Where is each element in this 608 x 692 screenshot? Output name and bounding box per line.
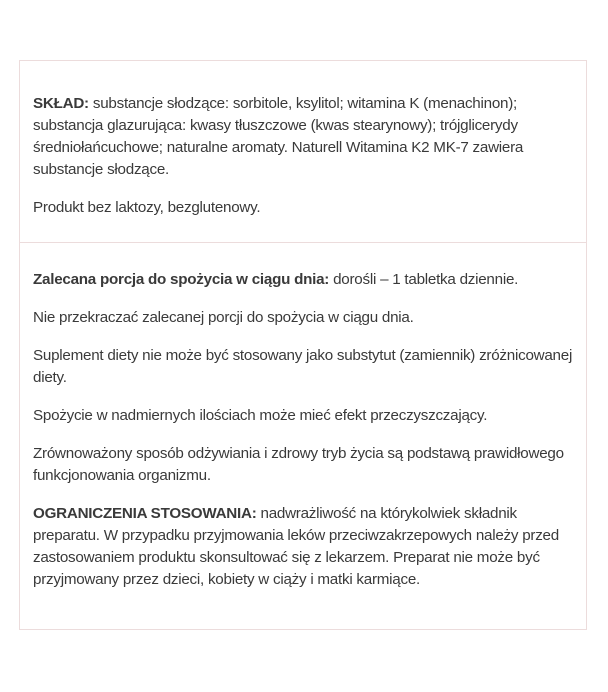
warning-laxative-effect: Spożycie w nadmiernych ilościach może mieć efekt przeczyszczający. <box>33 407 488 424</box>
restrictions-text: nadwrażliwość na którykolwiek składnik preparatu. W przypadku przyjmowania leków przeciwzakrzepowych należy przed zastosowaniem produktu skonsultować się z lekarzem. Preparat nie może być przyjmowany przez dzieci, kobiety w ciąży i matki karmiące. <box>33 505 559 588</box>
warning-not-substitute: Suplement diety nie może być stosowany jako substytut (zamiennik) zróżnicowanej diety. <box>33 347 573 386</box>
warning-do-not-exceed: Nie przekraczać zalecanej porcji do spożycia w ciągu dnia. <box>33 309 414 326</box>
dose-label: Zalecana porcja do spożycia w ciągu dnia: <box>33 271 330 288</box>
restrictions-paragraph <box>33 503 574 591</box>
restrictions-label: OGRANICZENIA STOSOWANIA: <box>33 505 257 522</box>
section-divider <box>20 242 586 243</box>
dose-paragraph <box>33 269 574 291</box>
usage-section <box>20 269 586 607</box>
composition-section <box>20 93 586 235</box>
composition-paragraph <box>33 93 574 181</box>
product-info-panel <box>19 60 587 630</box>
dose-text: dorośli – 1 tabletka dziennie. <box>333 271 519 288</box>
composition-text: substancje słodzące: sorbitole, ksylitol; witamina K (menachinon); substancja glazurująca: kwasy tłuszczowe (kwas stearynowy); trójglicerydy średniołańcuchowe; naturalne aromaty. Naturell Witamina K2 MK-7 zawiera substancje słodzące. <box>33 95 524 178</box>
warning-balanced-diet: Zrównoważony sposób odżywiania i zdrowy tryb życia są podstawą prawidłowego funkcjonowania organizmu. <box>33 445 564 484</box>
composition-label: SKŁAD: <box>33 95 89 112</box>
lactose-gluten-note: Produkt bez laktozy, bezglutenowy. <box>33 199 261 216</box>
